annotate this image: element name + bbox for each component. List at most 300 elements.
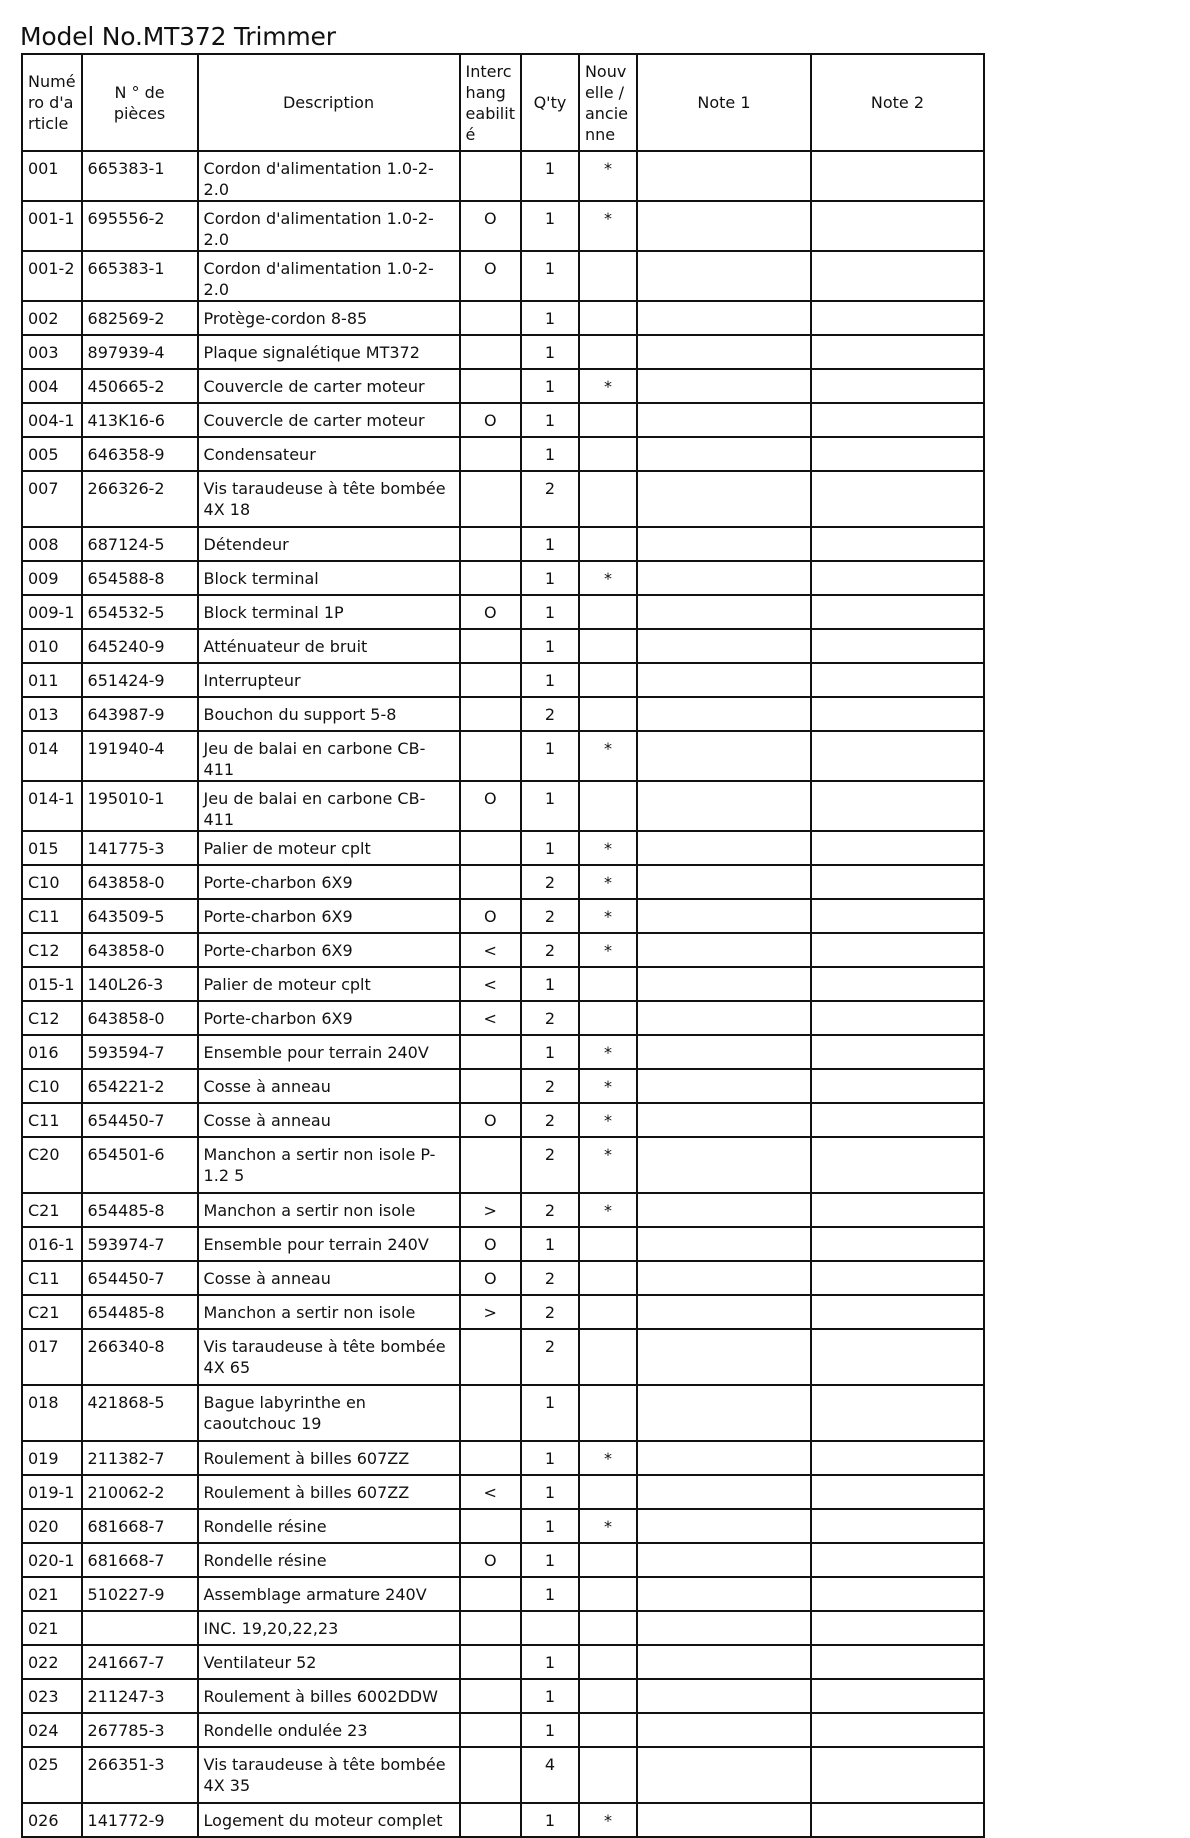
cell-item-no: 016 <box>22 1035 82 1069</box>
table-row <box>22 1261 984 1295</box>
cell-part-no: 266340-8 <box>82 1329 198 1385</box>
cell-new-old <box>579 697 637 731</box>
cell-interchangeability <box>460 1069 521 1103</box>
cell-description: Ensemble pour terrain 240V <box>198 1227 460 1261</box>
cell-note-1 <box>637 1035 811 1069</box>
cell-new-old: * <box>579 1803 637 1837</box>
table-row <box>22 1803 984 1837</box>
cell-item-no: 015-1 <box>22 967 82 1001</box>
cell-qty: 1 <box>521 1543 579 1577</box>
cell-new-old <box>579 437 637 471</box>
table-row <box>22 151 984 201</box>
cell-item-no: 019 <box>22 1441 82 1475</box>
cell-interchangeability <box>460 865 521 899</box>
cell-item-no: 007 <box>22 471 82 527</box>
cell-new-old: * <box>579 933 637 967</box>
cell-description: Manchon a sertir non isole <box>198 1193 460 1227</box>
cell-interchangeability <box>460 1645 521 1679</box>
cell-part-no: 643858-0 <box>82 1001 198 1035</box>
cell-note-1 <box>637 437 811 471</box>
cell-note-2 <box>811 933 984 967</box>
cell-interchangeability <box>460 1329 521 1385</box>
cell-item-no: 010 <box>22 629 82 663</box>
cell-new-old <box>579 1385 637 1441</box>
cell-description: Manchon a sertir non isole P-1.2 5 <box>198 1137 460 1193</box>
cell-item-no: 011 <box>22 663 82 697</box>
cell-note-1 <box>637 1227 811 1261</box>
cell-qty: 1 <box>521 1577 579 1611</box>
cell-qty: 1 <box>521 151 579 201</box>
cell-note-2 <box>811 1069 984 1103</box>
cell-qty: 1 <box>521 1509 579 1543</box>
table-row <box>22 301 984 335</box>
table-row <box>22 403 984 437</box>
page-title: Model No.MT372 Trimmer <box>20 22 336 51</box>
cell-note-1 <box>637 1001 811 1035</box>
cell-item-no: 005 <box>22 437 82 471</box>
cell-qty: 1 <box>521 437 579 471</box>
header-note-1: Note 1 <box>637 54 811 151</box>
cell-note-2 <box>811 369 984 403</box>
cell-item-no: 023 <box>22 1679 82 1713</box>
table-row <box>22 831 984 865</box>
cell-interchangeability: O <box>460 403 521 437</box>
cell-description: Vis taraudeuse à tête bombée 4X 18 <box>198 471 460 527</box>
cell-new-old: * <box>579 1103 637 1137</box>
cell-new-old <box>579 663 637 697</box>
cell-note-2 <box>811 1329 984 1385</box>
cell-qty: 1 <box>521 251 579 301</box>
cell-new-old <box>579 1611 637 1645</box>
cell-description: Roulement à billes 607ZZ <box>198 1475 460 1509</box>
cell-interchangeability <box>460 1713 521 1747</box>
cell-note-2 <box>811 629 984 663</box>
cell-interchangeability <box>460 527 521 561</box>
table-row <box>22 1441 984 1475</box>
cell-note-2 <box>811 1035 984 1069</box>
cell-note-2 <box>811 663 984 697</box>
cell-qty: 2 <box>521 899 579 933</box>
cell-part-no: 643509-5 <box>82 899 198 933</box>
table-row <box>22 369 984 403</box>
cell-qty: 1 <box>521 1385 579 1441</box>
cell-item-no: C10 <box>22 1069 82 1103</box>
cell-note-2 <box>811 1509 984 1543</box>
cell-note-2 <box>811 731 984 781</box>
cell-interchangeability: O <box>460 1543 521 1577</box>
cell-note-2 <box>811 201 984 251</box>
cell-part-no: 593974-7 <box>82 1227 198 1261</box>
cell-note-1 <box>637 1295 811 1329</box>
cell-note-2 <box>811 471 984 527</box>
cell-interchangeability: > <box>460 1295 521 1329</box>
cell-note-2 <box>811 1385 984 1441</box>
cell-note-2 <box>811 1577 984 1611</box>
cell-item-no: 021 <box>22 1577 82 1611</box>
cell-description: Logement du moteur complet <box>198 1803 460 1837</box>
cell-description: Rondelle résine <box>198 1543 460 1577</box>
cell-description: Porte-charbon 6X9 <box>198 899 460 933</box>
cell-note-1 <box>637 561 811 595</box>
cell-interchangeability: O <box>460 595 521 629</box>
table-row <box>22 1295 984 1329</box>
cell-interchangeability: O <box>460 781 521 831</box>
cell-item-no: 013 <box>22 697 82 731</box>
table-row <box>22 899 984 933</box>
cell-note-2 <box>811 781 984 831</box>
cell-item-no: 020 <box>22 1509 82 1543</box>
cell-part-no: 593594-7 <box>82 1035 198 1069</box>
header-new-old: Nouv elle / ancie nne <box>579 54 637 151</box>
cell-part-no: 646358-9 <box>82 437 198 471</box>
cell-description: Jeu de balai en carbone CB-411 <box>198 731 460 781</box>
cell-interchangeability: < <box>460 933 521 967</box>
cell-item-no: C12 <box>22 1001 82 1035</box>
table-row <box>22 1747 984 1803</box>
cell-item-no: 004-1 <box>22 403 82 437</box>
table-row <box>22 1611 984 1645</box>
cell-description: Porte-charbon 6X9 <box>198 933 460 967</box>
cell-part-no: 654450-7 <box>82 1261 198 1295</box>
cell-new-old <box>579 1227 637 1261</box>
cell-note-2 <box>811 595 984 629</box>
cell-qty: 1 <box>521 561 579 595</box>
cell-new-old <box>579 527 637 561</box>
cell-new-old <box>579 301 637 335</box>
cell-new-old <box>579 1577 637 1611</box>
cell-qty: 2 <box>521 933 579 967</box>
table-row <box>22 471 984 527</box>
table-row <box>22 1193 984 1227</box>
cell-new-old: * <box>579 369 637 403</box>
cell-note-1 <box>637 1679 811 1713</box>
cell-qty: 1 <box>521 595 579 629</box>
cell-part-no: 681668-7 <box>82 1543 198 1577</box>
cell-qty <box>521 1611 579 1645</box>
cell-part-no: 643858-0 <box>82 933 198 967</box>
cell-qty: 2 <box>521 1329 579 1385</box>
cell-qty: 1 <box>521 1475 579 1509</box>
table-row <box>22 1577 984 1611</box>
cell-new-old: * <box>579 1069 637 1103</box>
cell-note-1 <box>637 151 811 201</box>
cell-note-2 <box>811 899 984 933</box>
cell-note-2 <box>811 1543 984 1577</box>
cell-note-1 <box>637 967 811 1001</box>
cell-description: Ventilateur 52 <box>198 1645 460 1679</box>
cell-qty: 1 <box>521 301 579 335</box>
cell-qty: 1 <box>521 967 579 1001</box>
cell-new-old <box>579 1329 637 1385</box>
cell-note-2 <box>811 403 984 437</box>
cell-description: Vis taraudeuse à tête bombée 4X 65 <box>198 1329 460 1385</box>
cell-part-no: 645240-9 <box>82 629 198 663</box>
cell-interchangeability <box>460 1679 521 1713</box>
cell-part-no: 654501-6 <box>82 1137 198 1193</box>
cell-part-no: 195010-1 <box>82 781 198 831</box>
cell-item-no: C11 <box>22 899 82 933</box>
cell-item-no: 020-1 <box>22 1543 82 1577</box>
cell-note-1 <box>637 1611 811 1645</box>
cell-interchangeability: O <box>460 251 521 301</box>
cell-part-no: 687124-5 <box>82 527 198 561</box>
cell-part-no: 413K16-6 <box>82 403 198 437</box>
cell-item-no: C20 <box>22 1137 82 1193</box>
cell-note-2 <box>811 1441 984 1475</box>
cell-note-2 <box>811 1227 984 1261</box>
cell-item-no: 014 <box>22 731 82 781</box>
cell-description: Rondelle résine <box>198 1509 460 1543</box>
cell-note-2 <box>811 1103 984 1137</box>
cell-new-old: * <box>579 1035 637 1069</box>
cell-interchangeability <box>460 1137 521 1193</box>
cell-interchangeability: < <box>460 967 521 1001</box>
cell-part-no <box>82 1611 198 1645</box>
cell-new-old <box>579 403 637 437</box>
cell-item-no: C10 <box>22 865 82 899</box>
cell-item-no: 009-1 <box>22 595 82 629</box>
cell-note-1 <box>637 301 811 335</box>
cell-part-no: 665383-1 <box>82 151 198 201</box>
cell-qty: 1 <box>521 663 579 697</box>
cell-note-2 <box>811 1261 984 1295</box>
cell-interchangeability <box>460 335 521 369</box>
cell-new-old <box>579 1543 637 1577</box>
cell-description: Porte-charbon 6X9 <box>198 1001 460 1035</box>
cell-note-1 <box>637 899 811 933</box>
cell-interchangeability <box>460 697 521 731</box>
cell-note-1 <box>637 1329 811 1385</box>
cell-description: Block terminal <box>198 561 460 595</box>
cell-qty: 1 <box>521 369 579 403</box>
table-row <box>22 437 984 471</box>
cell-new-old <box>579 629 637 663</box>
cell-note-1 <box>637 731 811 781</box>
cell-note-1 <box>637 527 811 561</box>
cell-note-1 <box>637 1137 811 1193</box>
cell-item-no: 021 <box>22 1611 82 1645</box>
cell-interchangeability <box>460 437 521 471</box>
cell-interchangeability: O <box>460 899 521 933</box>
cell-description: Ensemble pour terrain 240V <box>198 1035 460 1069</box>
cell-new-old <box>579 1295 637 1329</box>
cell-note-1 <box>637 1103 811 1137</box>
cell-qty: 1 <box>521 731 579 781</box>
cell-note-1 <box>637 1577 811 1611</box>
table-row <box>22 1543 984 1577</box>
cell-part-no: 266326-2 <box>82 471 198 527</box>
cell-part-no: 421868-5 <box>82 1385 198 1441</box>
cell-item-no: C11 <box>22 1261 82 1295</box>
cell-part-no: 654221-2 <box>82 1069 198 1103</box>
cell-part-no: 211382-7 <box>82 1441 198 1475</box>
header-interchangeability: Interc hang eabilit é <box>460 54 521 151</box>
cell-note-1 <box>637 865 811 899</box>
cell-item-no: 003 <box>22 335 82 369</box>
cell-interchangeability <box>460 151 521 201</box>
cell-description: Bague labyrinthe en caoutchouc 19 <box>198 1385 460 1441</box>
table-row <box>22 1385 984 1441</box>
cell-description: Roulement à billes 6002DDW <box>198 1679 460 1713</box>
cell-new-old <box>579 967 637 1001</box>
table-row <box>22 1679 984 1713</box>
cell-qty: 2 <box>521 1103 579 1137</box>
cell-note-1 <box>637 1475 811 1509</box>
cell-note-2 <box>811 1713 984 1747</box>
cell-interchangeability <box>460 1577 521 1611</box>
cell-interchangeability <box>460 1803 521 1837</box>
cell-note-2 <box>811 697 984 731</box>
cell-note-1 <box>637 595 811 629</box>
cell-qty: 1 <box>521 201 579 251</box>
table-header-row <box>22 54 984 151</box>
table-row <box>22 335 984 369</box>
cell-note-2 <box>811 1193 984 1227</box>
table-row <box>22 1227 984 1261</box>
cell-note-1 <box>637 1543 811 1577</box>
cell-qty: 1 <box>521 1803 579 1837</box>
header-item-no: Numé ro d'a rticle <box>22 54 82 151</box>
cell-description: Roulement à billes 607ZZ <box>198 1441 460 1475</box>
cell-description: Cordon d'alimentation 1.0-2-2.0 <box>198 251 460 301</box>
cell-qty: 1 <box>521 1227 579 1261</box>
cell-part-no: 510227-9 <box>82 1577 198 1611</box>
cell-qty: 4 <box>521 1747 579 1803</box>
cell-new-old <box>579 1645 637 1679</box>
cell-interchangeability <box>460 731 521 781</box>
cell-description: Atténuateur de bruit <box>198 629 460 663</box>
cell-description: Jeu de balai en carbone CB-411 <box>198 781 460 831</box>
cell-description: Cordon d'alimentation 1.0-2-2.0 <box>198 151 460 201</box>
cell-interchangeability: O <box>460 1227 521 1261</box>
cell-note-2 <box>811 1611 984 1645</box>
cell-interchangeability: O <box>460 201 521 251</box>
cell-item-no: C11 <box>22 1103 82 1137</box>
cell-part-no: 211247-3 <box>82 1679 198 1713</box>
cell-qty: 2 <box>521 1261 579 1295</box>
cell-part-no: 654485-8 <box>82 1193 198 1227</box>
cell-note-2 <box>811 1475 984 1509</box>
cell-new-old <box>579 335 637 369</box>
cell-qty: 1 <box>521 403 579 437</box>
cell-part-no: 665383-1 <box>82 251 198 301</box>
cell-description: INC. 19,20,22,23 <box>198 1611 460 1645</box>
cell-note-2 <box>811 561 984 595</box>
cell-description: Cosse à anneau <box>198 1261 460 1295</box>
cell-new-old: * <box>579 561 637 595</box>
cell-qty: 1 <box>521 831 579 865</box>
cell-qty: 1 <box>521 527 579 561</box>
cell-new-old: * <box>579 1441 637 1475</box>
cell-qty: 1 <box>521 1713 579 1747</box>
cell-note-1 <box>637 933 811 967</box>
cell-description: Assemblage armature 240V <box>198 1577 460 1611</box>
cell-new-old <box>579 1001 637 1035</box>
cell-new-old: * <box>579 831 637 865</box>
cell-part-no: 643987-9 <box>82 697 198 731</box>
cell-qty: 1 <box>521 1645 579 1679</box>
cell-description: Bouchon du support 5-8 <box>198 697 460 731</box>
cell-qty: 2 <box>521 471 579 527</box>
cell-new-old <box>579 1679 637 1713</box>
cell-new-old <box>579 1261 637 1295</box>
table-row <box>22 731 984 781</box>
table-row <box>22 967 984 1001</box>
cell-note-2 <box>811 335 984 369</box>
cell-item-no: 018 <box>22 1385 82 1441</box>
table-row <box>22 1069 984 1103</box>
cell-description: Couvercle de carter moteur <box>198 403 460 437</box>
cell-item-no: 004 <box>22 369 82 403</box>
cell-note-1 <box>637 1509 811 1543</box>
table-row <box>22 1329 984 1385</box>
cell-note-2 <box>811 1001 984 1035</box>
cell-interchangeability: O <box>460 1261 521 1295</box>
cell-part-no: 450665-2 <box>82 369 198 403</box>
cell-interchangeability <box>460 561 521 595</box>
cell-part-no: 266351-3 <box>82 1747 198 1803</box>
cell-item-no: 002 <box>22 301 82 335</box>
cell-part-no: 654532-5 <box>82 595 198 629</box>
table-row <box>22 933 984 967</box>
cell-item-no: 017 <box>22 1329 82 1385</box>
cell-item-no: 026 <box>22 1803 82 1837</box>
cell-description: Interrupteur <box>198 663 460 697</box>
table-row <box>22 527 984 561</box>
cell-interchangeability: O <box>460 1103 521 1137</box>
cell-part-no: 681668-7 <box>82 1509 198 1543</box>
cell-item-no: 016-1 <box>22 1227 82 1261</box>
cell-interchangeability <box>460 369 521 403</box>
table-row <box>22 1001 984 1035</box>
cell-new-old <box>579 471 637 527</box>
cell-note-1 <box>637 403 811 437</box>
cell-new-old <box>579 251 637 301</box>
cell-part-no: 651424-9 <box>82 663 198 697</box>
header-part-no: N ° de pièces <box>82 54 198 151</box>
cell-note-2 <box>811 251 984 301</box>
cell-new-old: * <box>579 1509 637 1543</box>
cell-new-old: * <box>579 201 637 251</box>
cell-part-no: 241667-7 <box>82 1645 198 1679</box>
cell-qty: 1 <box>521 1441 579 1475</box>
cell-interchangeability <box>460 1509 521 1543</box>
header-description: Description <box>198 54 460 151</box>
cell-interchangeability: < <box>460 1475 521 1509</box>
cell-part-no: 141772-9 <box>82 1803 198 1837</box>
cell-part-no: 654588-8 <box>82 561 198 595</box>
cell-new-old <box>579 781 637 831</box>
cell-interchangeability <box>460 1035 521 1069</box>
cell-description: Condensateur <box>198 437 460 471</box>
header-note-2: Note 2 <box>811 54 984 151</box>
cell-note-2 <box>811 437 984 471</box>
cell-note-2 <box>811 527 984 561</box>
cell-part-no: 654485-8 <box>82 1295 198 1329</box>
cell-note-1 <box>637 335 811 369</box>
cell-item-no: C21 <box>22 1193 82 1227</box>
cell-item-no: 001-1 <box>22 201 82 251</box>
cell-new-old <box>579 1475 637 1509</box>
cell-note-2 <box>811 831 984 865</box>
cell-note-1 <box>637 629 811 663</box>
cell-new-old <box>579 1713 637 1747</box>
cell-part-no: 210062-2 <box>82 1475 198 1509</box>
parts-table <box>21 53 985 1838</box>
cell-interchangeability: < <box>460 1001 521 1035</box>
cell-note-1 <box>637 1713 811 1747</box>
cell-part-no: 267785-3 <box>82 1713 198 1747</box>
